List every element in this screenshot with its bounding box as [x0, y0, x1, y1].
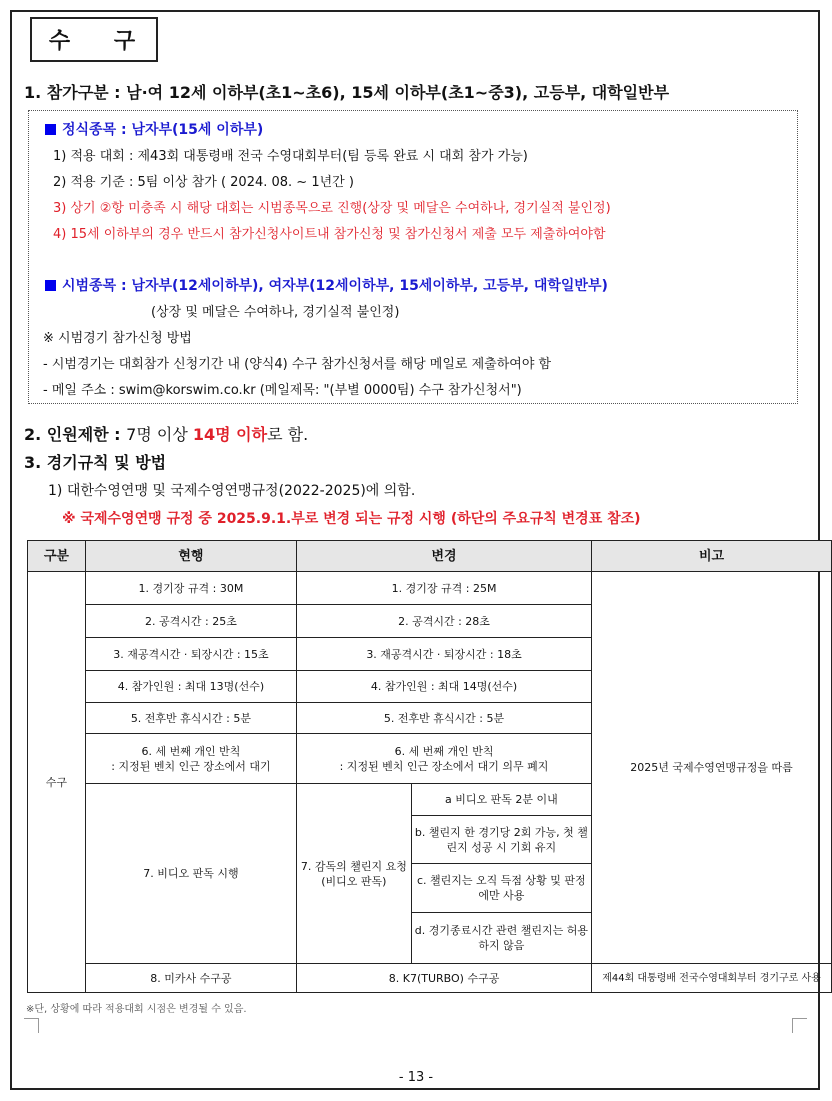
corner-mark	[792, 1018, 807, 1033]
changed-cell: 4. 참가인원 : 최대 14명(선수)	[297, 671, 592, 703]
video-sub-cell: b. 챌린지 한 경기당 2회 가능, 첫 챌린지 성공 시 기회 유지	[411, 816, 591, 864]
changed-cell: 1. 경기장 규격 : 25M	[297, 572, 592, 605]
demo-note: - 메일 주소 : swim@korswim.co.kr (메일제목: "(부별 0000팀) 수구 참가신청서")	[43, 383, 522, 398]
square-bullet-icon	[45, 124, 56, 135]
video-sub-cell: a 비디오 판독 2분 이내	[411, 784, 591, 816]
changed-cell: 5. 전후반 휴식시간 : 5분	[297, 703, 592, 734]
changed-cell: 7. 감독의 챌린지 요청(비디오 판독)	[297, 784, 412, 964]
official-item: 2) 적용 기준 : 5팀 이상 참가 ( 2024. 08. ~ 1년간 )	[53, 175, 354, 190]
category-cell: 수구	[28, 572, 86, 993]
demo-subtitle: (상장 및 메달은 수여하나, 경기실적 불인정)	[151, 305, 400, 320]
section2-mid: 7명 이상	[126, 425, 193, 444]
video-sub-cell: d. 경기종료시간 관련 챌린지는 허용하지 않음	[411, 913, 591, 964]
header-changed: 변경	[297, 541, 592, 572]
current-cell: 3. 재공격시간 · 퇴장시간 : 15초	[85, 638, 296, 671]
note-cell: 2025년 국제수영연맹규정을 따름	[592, 572, 832, 964]
demo-event-title	[45, 275, 608, 295]
official-item: 3) 상기 ②항 미충족 시 해당 대회는 시범종목으로 진행(상장 및 메달은 수여하나, 경기실적 불인정)	[53, 201, 611, 216]
header-note: 비고	[592, 541, 832, 572]
section2-suffix: 로 함.	[267, 425, 309, 444]
current-cell: 5. 전후반 휴식시간 : 5분	[85, 703, 296, 734]
official-event-title	[45, 119, 263, 139]
header-current: 현행	[85, 541, 296, 572]
note-cell: 제44회 대통령배 전국수영대회부터 경기구로 사용	[592, 964, 832, 993]
square-bullet-icon	[45, 280, 56, 291]
footnote: ※단, 상황에 따라 적용대회 시점은 변경될 수 있음.	[26, 1004, 247, 1015]
video-sub-cell: c. 챌린지는 오직 득점 상황 및 판정에만 사용	[411, 864, 591, 913]
demo-title-text: 시범종목 : 남자부(12세이하부), 여자부(12세이하부, 15세이하부, 고등부, 대학일반부)	[62, 278, 608, 294]
section3-heading: 3. 경기규칙 및 방법	[24, 453, 167, 472]
rule-change-notice: ※ 국제수영연맹 규정 중 2025.9.1.부로 변경 되는 규정 시행 (하단의 주요규칙 변경표 참조)	[62, 511, 641, 527]
section2-limit: 14명 이하	[192, 425, 268, 444]
official-title-text: 정식종목 : 남자부(15세 이하부)	[62, 122, 264, 138]
header-category: 구분	[28, 541, 86, 572]
current-cell: 4. 참가인원 : 최대 13명(선수)	[85, 671, 296, 703]
current-cell: 6. 세 번째 개인 반칙 : 지정된 벤치 인근 장소에서 대기	[85, 734, 296, 784]
eligibility-box	[28, 110, 798, 404]
section2-prefix: 2. 인원제한 :	[24, 425, 127, 444]
section2-heading	[24, 422, 308, 445]
current-cell: 2. 공격시간 : 25초	[85, 605, 296, 638]
rule-change-table	[27, 540, 832, 993]
changed-cell: 3. 재공격시간 · 퇴장시간 : 18초	[297, 638, 592, 671]
page-title: 수 구	[30, 17, 158, 62]
section1-heading: 1. 참가구분 : 남·여 12세 이하부(초1~초6), 15세 이하부(초1~중3), 고등부, 대학일반부	[24, 83, 670, 102]
current-cell: 8. 미카사 수구공	[85, 964, 296, 993]
official-item: 1) 적용 대회 : 제43회 대통령배 전국 수영대회부터(팀 등록 완료 시 대회 참가 가능)	[53, 149, 528, 164]
current-cell: 1. 경기장 규격 : 30M	[85, 572, 296, 605]
changed-cell: 6. 세 번째 개인 반칙 : 지정된 벤치 인근 장소에서 대기 의무 폐지	[297, 734, 592, 784]
rule-item: 1) 대한수영연맹 및 국제수영연맹규정(2022-2025)에 의함.	[48, 483, 416, 499]
corner-mark	[24, 1018, 39, 1033]
demo-note: - 시범경기는 대회참가 신청기간 내 (양식4) 수구 참가신청서를 해당 메일로 제출하여야 함	[43, 357, 552, 372]
demo-note-title: ※ 시범경기 참가신청 방법	[43, 331, 192, 346]
changed-cell: 8. K7(TURBO) 수구공	[297, 964, 592, 993]
changed-cell: 2. 공격시간 : 28초	[297, 605, 592, 638]
page-number: - 13 -	[398, 1070, 434, 1085]
official-item: 4) 15세 이하부의 경우 반드시 참가신청사이트내 참가신청 및 참가신청서 제출 모두 제출하여야함	[53, 227, 606, 242]
current-cell: 7. 비디오 판독 시행	[85, 784, 296, 964]
